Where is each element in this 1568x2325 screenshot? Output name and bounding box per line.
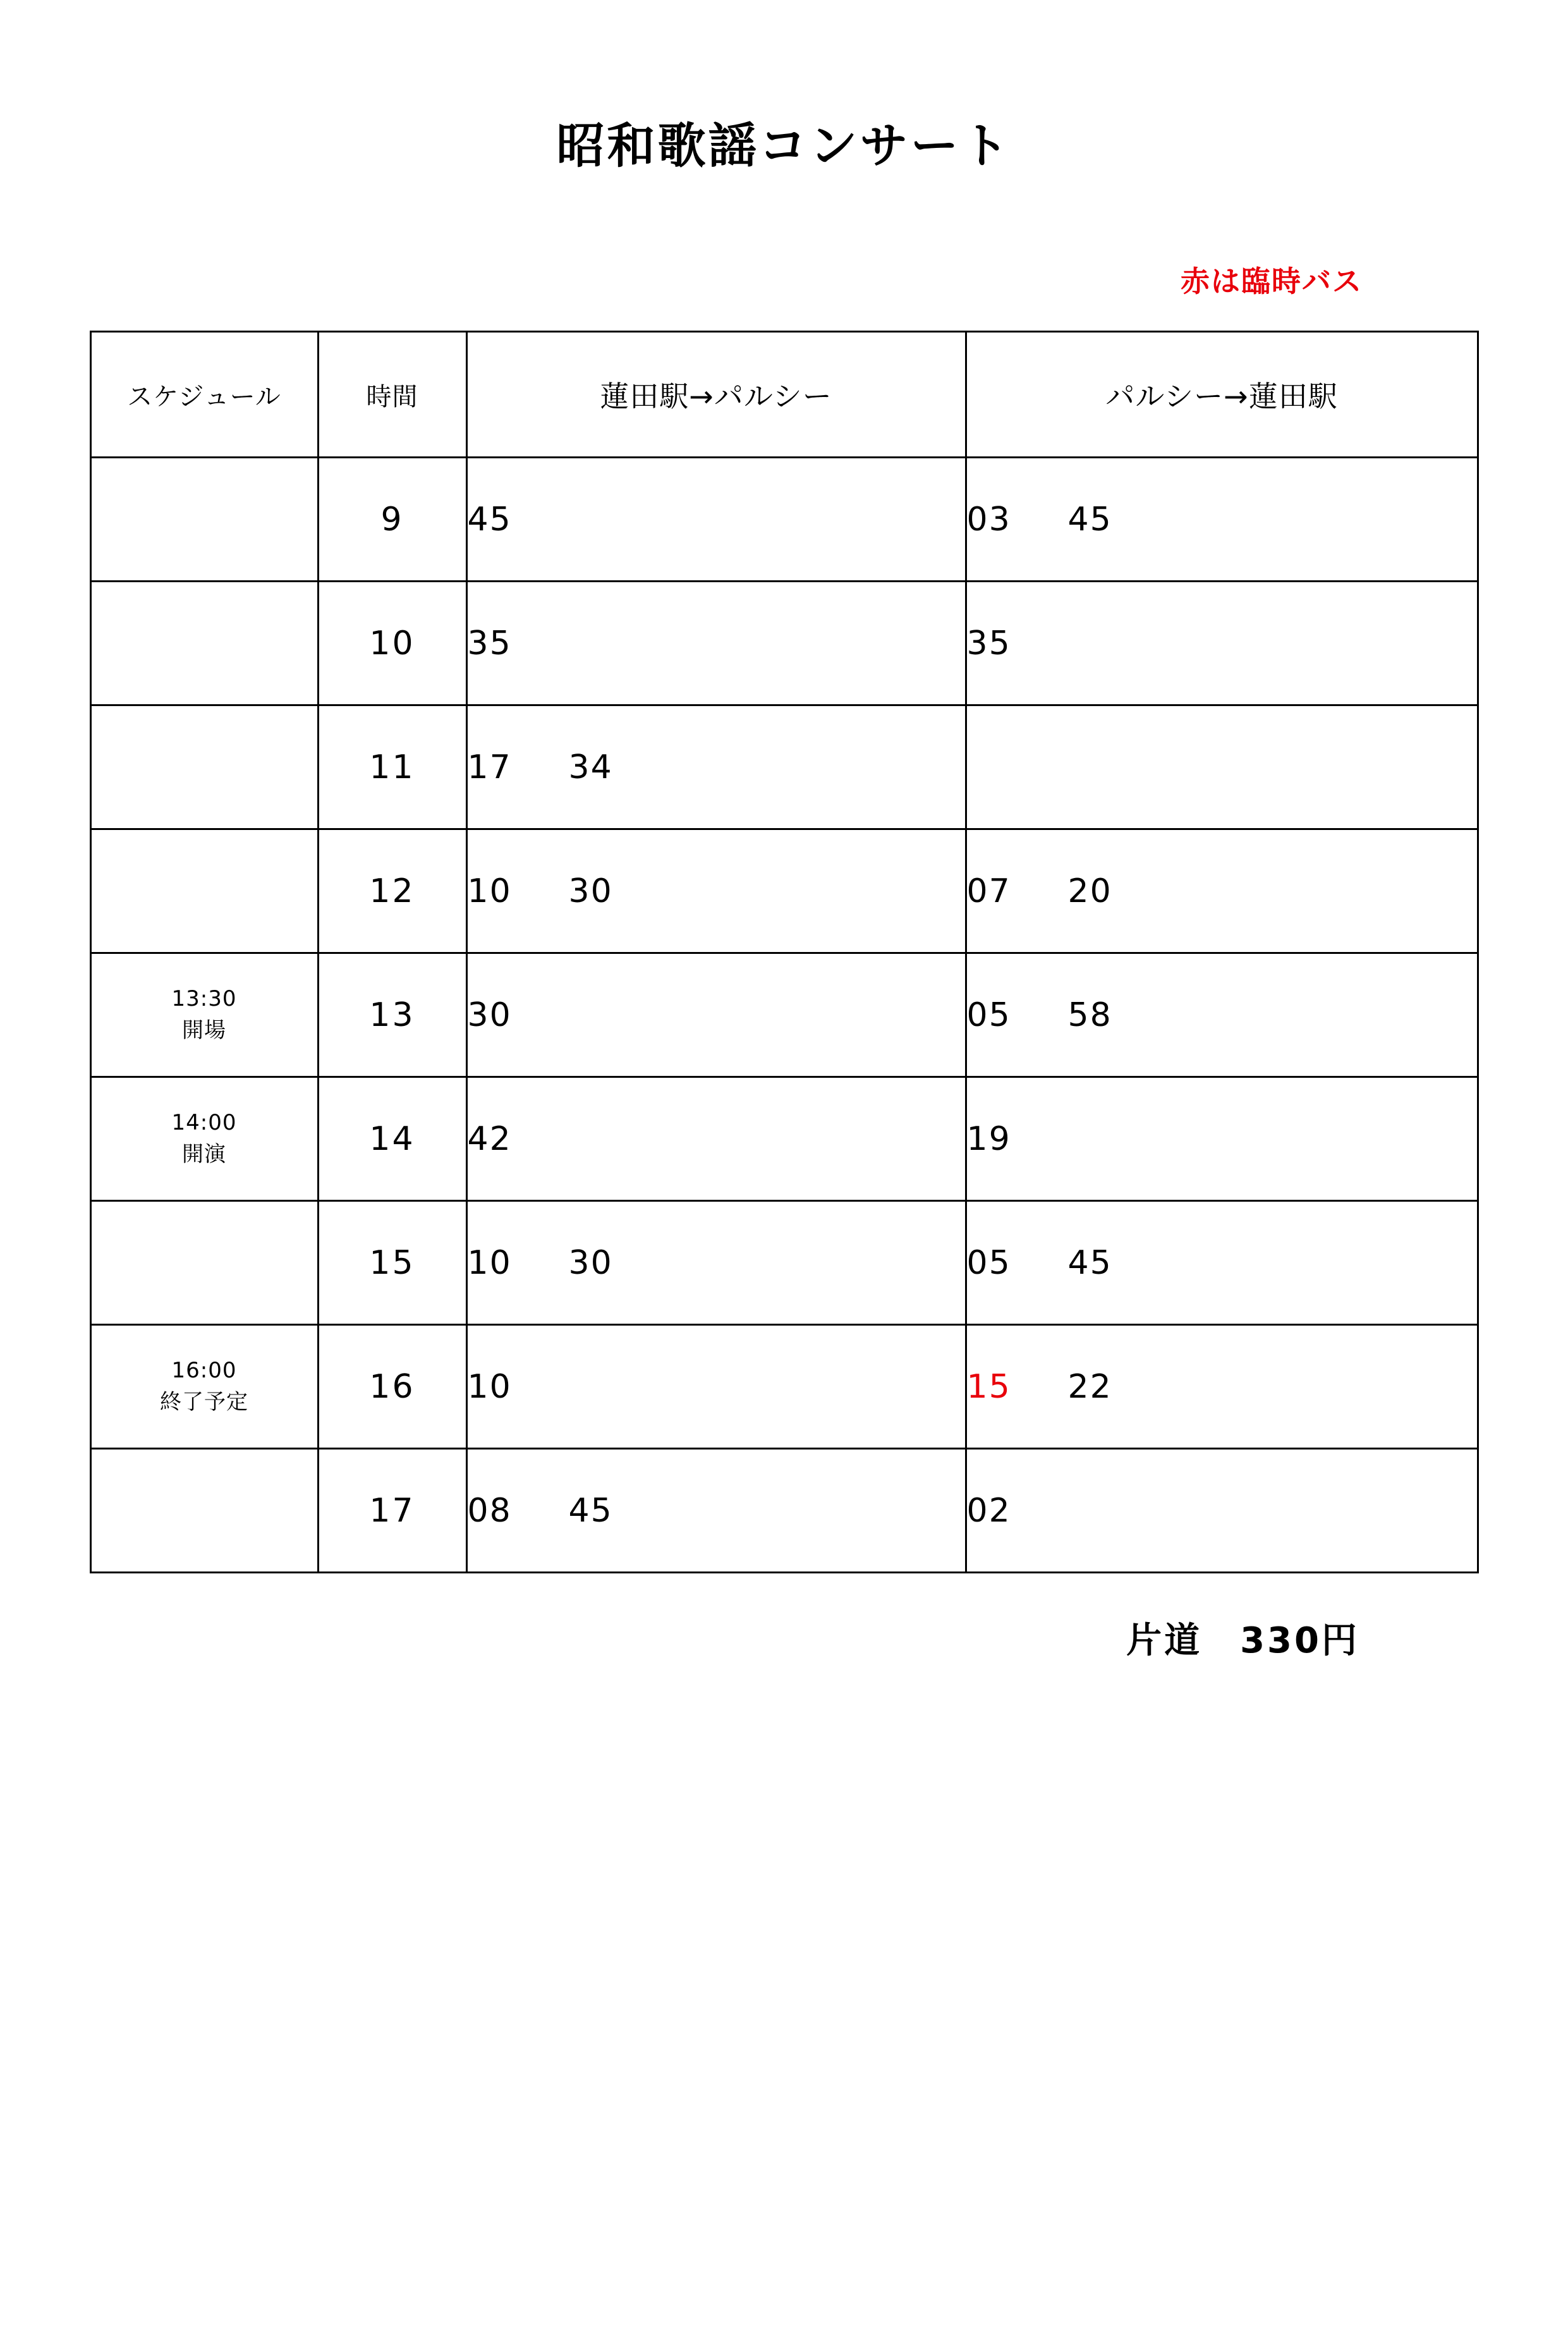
header-hour: 時間 <box>318 332 466 458</box>
departure-time: 10 <box>467 872 512 910</box>
table-header <box>90 332 1478 458</box>
hour-cell: 17 <box>318 1449 466 1573</box>
departure-time: 22 <box>1067 1367 1112 1406</box>
departure-time: 17 <box>467 748 512 786</box>
red-bus-note: 赤は臨時バス <box>1181 264 1363 298</box>
times-cell-inbound <box>966 829 1478 953</box>
departure-time: 02 <box>966 1491 1011 1530</box>
departure-time: 05 <box>966 996 1011 1034</box>
times-cell-inbound <box>966 1077 1478 1201</box>
departure-time: 30 <box>467 996 512 1034</box>
header-schedule: スケジュール <box>90 332 318 458</box>
table-row <box>90 1201 1478 1325</box>
schedule-time: 13:30 <box>171 986 237 1012</box>
times-cell-inbound <box>966 458 1478 582</box>
departure-time: 45 <box>1067 1243 1112 1282</box>
hour-cell: 9 <box>318 458 466 582</box>
table-row <box>90 829 1478 953</box>
table-row <box>90 1449 1478 1573</box>
table-row <box>90 582 1478 705</box>
departure-time: 20 <box>1067 872 1112 910</box>
departure-time: 10 <box>467 1367 512 1406</box>
times-cell-inbound <box>966 582 1478 705</box>
departure-time: 58 <box>1067 996 1112 1034</box>
page-title: 昭和歌謡コンサート <box>556 118 1012 174</box>
schedule-cell <box>90 705 318 829</box>
hour-cell: 14 <box>318 1077 466 1201</box>
departure-time: 08 <box>467 1491 512 1530</box>
times-cell-outbound <box>466 1449 966 1573</box>
departure-time: 19 <box>966 1120 1011 1158</box>
schedule-time: 14:00 <box>171 1110 237 1136</box>
departure-time: 35 <box>966 624 1011 662</box>
schedule-cell <box>90 829 318 953</box>
departure-time: 03 <box>966 500 1011 539</box>
header-direction-out: 蓮田駅→パルシー <box>466 332 966 458</box>
table-body <box>90 458 1478 1573</box>
departure-time: 34 <box>568 748 613 786</box>
departure-time: 15 <box>966 1367 1011 1406</box>
times-cell-outbound <box>466 582 966 705</box>
times-cell-inbound <box>966 1201 1478 1325</box>
header-direction-in: パルシー→蓮田駅 <box>966 332 1478 458</box>
times-cell-outbound <box>466 829 966 953</box>
schedule-label: 開演 <box>182 1141 226 1167</box>
departure-time: 45 <box>568 1491 613 1530</box>
hour-cell: 12 <box>318 829 466 953</box>
times-cell-outbound <box>466 953 966 1077</box>
departure-time: 45 <box>1067 500 1112 539</box>
schedule-cell <box>90 1201 318 1325</box>
table-row <box>90 1077 1478 1201</box>
hour-cell: 16 <box>318 1325 466 1449</box>
table-row <box>90 953 1478 1077</box>
departure-time: 30 <box>568 872 613 910</box>
departure-time: 05 <box>966 1243 1011 1282</box>
times-cell-inbound <box>966 1325 1478 1449</box>
hour-cell: 11 <box>318 705 466 829</box>
departure-time: 45 <box>467 500 512 539</box>
hour-cell: 10 <box>318 582 466 705</box>
departure-time: 35 <box>467 624 512 662</box>
fare-note: 片道 330円 <box>1126 1620 1359 1661</box>
hour-cell: 15 <box>318 1201 466 1325</box>
departure-time: 07 <box>966 872 1011 910</box>
times-cell-inbound <box>966 953 1478 1077</box>
schedule-time: 16:00 <box>171 1358 237 1384</box>
times-cell-outbound <box>466 1077 966 1201</box>
times-cell-outbound <box>466 458 966 582</box>
times-cell-inbound <box>966 1449 1478 1573</box>
table-row <box>90 1325 1478 1449</box>
hour-cell: 13 <box>318 953 466 1077</box>
departure-time: 10 <box>467 1243 512 1282</box>
times-cell-outbound <box>466 1201 966 1325</box>
bus-timetable <box>90 331 1479 1573</box>
schedule-cell <box>90 582 318 705</box>
table-row <box>90 458 1478 582</box>
table-row <box>90 705 1478 829</box>
page <box>0 107 1568 2325</box>
schedule-label: 開場 <box>182 1017 226 1043</box>
departure-time: 42 <box>467 1120 512 1158</box>
schedule-cell <box>90 1077 318 1201</box>
times-cell-inbound <box>966 705 1478 829</box>
schedule-cell <box>90 1325 318 1449</box>
times-cell-outbound <box>466 705 966 829</box>
schedule-cell <box>90 953 318 1077</box>
schedule-cell <box>90 458 318 582</box>
schedule-cell <box>90 1449 318 1573</box>
times-cell-outbound <box>466 1325 966 1449</box>
departure-time: 30 <box>568 1243 613 1282</box>
schedule-label: 終了予定 <box>160 1389 248 1415</box>
